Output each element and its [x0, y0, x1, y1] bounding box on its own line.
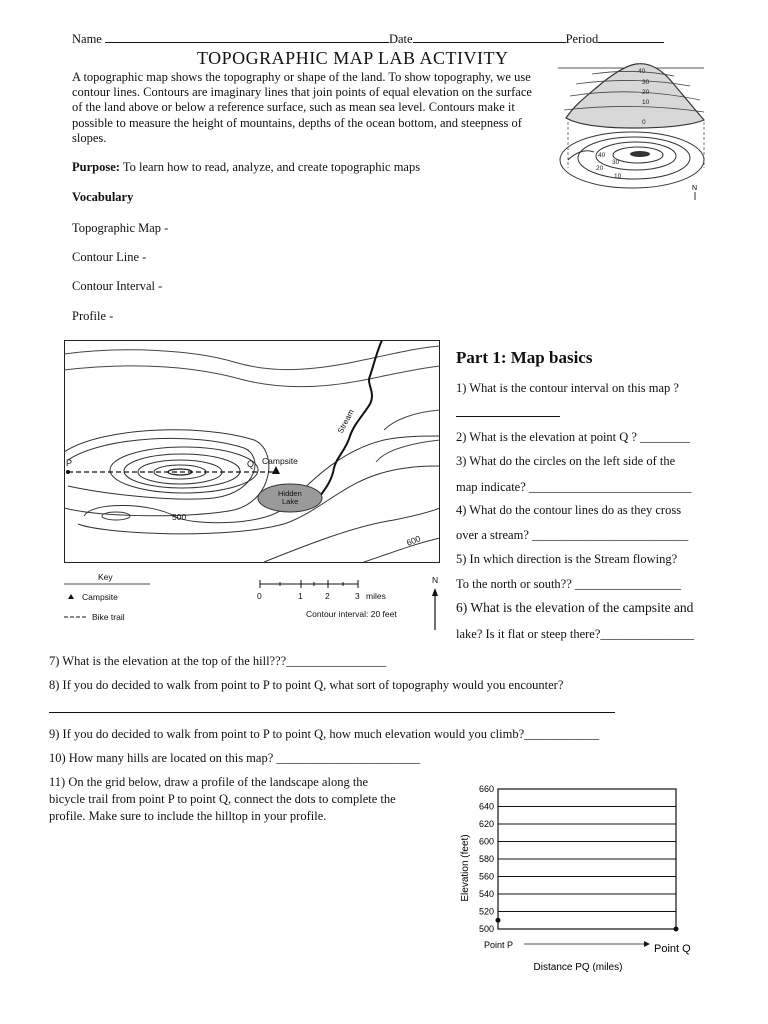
y-tick-label: 660	[478, 784, 494, 794]
vocab-term: Topographic Map -	[72, 221, 169, 235]
question-6-cont: lake? Is it flat or steep there?_______________	[456, 627, 695, 641]
scale-tick: 3	[355, 591, 360, 601]
figure-label: 10	[642, 99, 650, 106]
purpose-label: Purpose:	[72, 160, 120, 174]
figure-label: 30	[642, 79, 650, 86]
name-field[interactable]	[105, 31, 389, 43]
vocab-term: Profile -	[72, 309, 114, 323]
x-label-point-q: Point Q	[654, 943, 691, 955]
vocabulary-heading: Vocabulary	[72, 190, 134, 204]
question-11: 11) On the grid below, draw a profile of the landscape along the	[49, 775, 369, 789]
figure-label: 20	[596, 165, 604, 172]
figure-label: 20	[642, 89, 650, 96]
question-10: 10) How many hills are located on this map? _______________________	[49, 751, 421, 765]
question-8: 8) If you do decided to walk from point to P to point Q, what sort of topography would you encounter?	[49, 678, 564, 692]
figure-label: 30	[612, 159, 620, 166]
answer-8-field[interactable]	[49, 702, 615, 713]
vocab-term: Contour Line -	[72, 250, 147, 264]
y-tick-label: 500	[478, 924, 494, 934]
intro-paragraph: A topographic map shows the topography or shape of the land. To show topography, we use contour lines. Contours are imaginary lines that join points of equal elevation on the surface of the land above or below a reference surface, such as mean sea level. Contours make it possible to measure the height of mountains, depths of the ocean bottom, and steepness of slopes.	[72, 70, 532, 145]
y-tick-label: 600	[478, 836, 494, 847]
y-axis-label: Elevation (feet)	[460, 834, 471, 902]
figure-north: N	[692, 185, 698, 192]
period-label: Period	[565, 32, 599, 46]
page-title: TOPOGRAPHIC MAP LAB ACTIVITY	[197, 48, 509, 68]
y-tick-label: 520	[478, 906, 494, 917]
question-11-cont: profile. Make sure to include the hilltop in your profile.	[49, 809, 327, 823]
name-label: Name	[72, 32, 102, 46]
map-point-p: P	[66, 458, 73, 468]
figure-label: 40	[638, 68, 646, 75]
profile-grid-chart[interactable]	[452, 780, 698, 980]
purpose-line	[72, 160, 420, 175]
date-label: Date	[388, 32, 413, 46]
question-3-cont: map indicate? __________________________	[456, 480, 692, 494]
map-contour-600: 600	[405, 533, 422, 548]
profile-point	[496, 918, 501, 923]
part1-heading: Part 1: Map basics	[456, 348, 593, 367]
question-6: 6) What is the elevation of the campsite and	[456, 600, 694, 615]
y-tick-label: 560	[478, 871, 494, 882]
map-contour-500: 500	[172, 512, 187, 522]
key-bike-trail: Bike trail	[92, 612, 125, 622]
question-5: 5) In which direction is the Stream flowing?	[456, 552, 678, 566]
x-axis-label: Distance PQ (miles)	[533, 962, 623, 973]
question-7: 7) What is the elevation at the top of the hill???________________	[49, 654, 387, 668]
question-2: 2) What is the elevation at point Q ? ________	[456, 430, 691, 444]
question-9: 9) If you do decided to walk from point to P to point Q, how much elevation would you climb?____________	[49, 727, 600, 741]
question-4-cont: over a stream? _________________________	[456, 528, 689, 542]
question-11-cont: bicycle trail from point P to point Q, connect the dots to complete the	[49, 792, 396, 806]
map-point-q: Q	[247, 459, 255, 469]
scale-tick: 0	[257, 591, 262, 601]
purpose-text: To learn how to read, analyze, and create topographic maps	[122, 160, 421, 174]
figure-label: 10	[614, 173, 622, 180]
question-3: 3) What do the circles on the left side of the	[456, 454, 676, 468]
name-line	[72, 31, 664, 47]
map-lake-label: Hidden	[278, 489, 302, 498]
map-campsite-label: Campsite	[262, 456, 298, 466]
date-field[interactable]	[413, 31, 566, 43]
question-4: 4) What do the contour lines do as they cross	[456, 503, 682, 517]
map-legend	[60, 570, 450, 634]
contour-illustration	[554, 56, 714, 202]
contour-interval-note: Contour interval: 20 feet	[306, 609, 397, 619]
y-tick-label: 580	[478, 854, 494, 864]
topographic-map	[64, 340, 440, 564]
profile-point	[674, 927, 679, 932]
scale-unit: miles	[366, 591, 386, 601]
question-1: 1) What is the contour interval on this map ?	[456, 381, 679, 395]
map-stream-label: Stream	[335, 407, 356, 435]
scale-tick: 1	[298, 591, 303, 601]
vocab-term: Contour Interval -	[72, 279, 163, 293]
figure-label: 40	[598, 152, 606, 159]
y-tick-label: 620	[478, 819, 494, 829]
x-label-point-p: Point P	[484, 940, 514, 950]
map-north-label: N	[432, 575, 439, 585]
map-lake-label: Lake	[282, 497, 299, 506]
answer-1-field[interactable]	[456, 404, 560, 417]
key-title: Key	[98, 572, 113, 582]
period-field[interactable]	[598, 31, 664, 43]
figure-label: 0	[642, 119, 646, 126]
scale-tick: 2	[325, 591, 330, 601]
y-tick-label: 640	[478, 801, 494, 812]
question-5-cont: To the north or south?? _________________	[456, 577, 682, 591]
key-campsite: Campsite	[82, 592, 118, 602]
y-tick-label: 540	[478, 889, 494, 899]
